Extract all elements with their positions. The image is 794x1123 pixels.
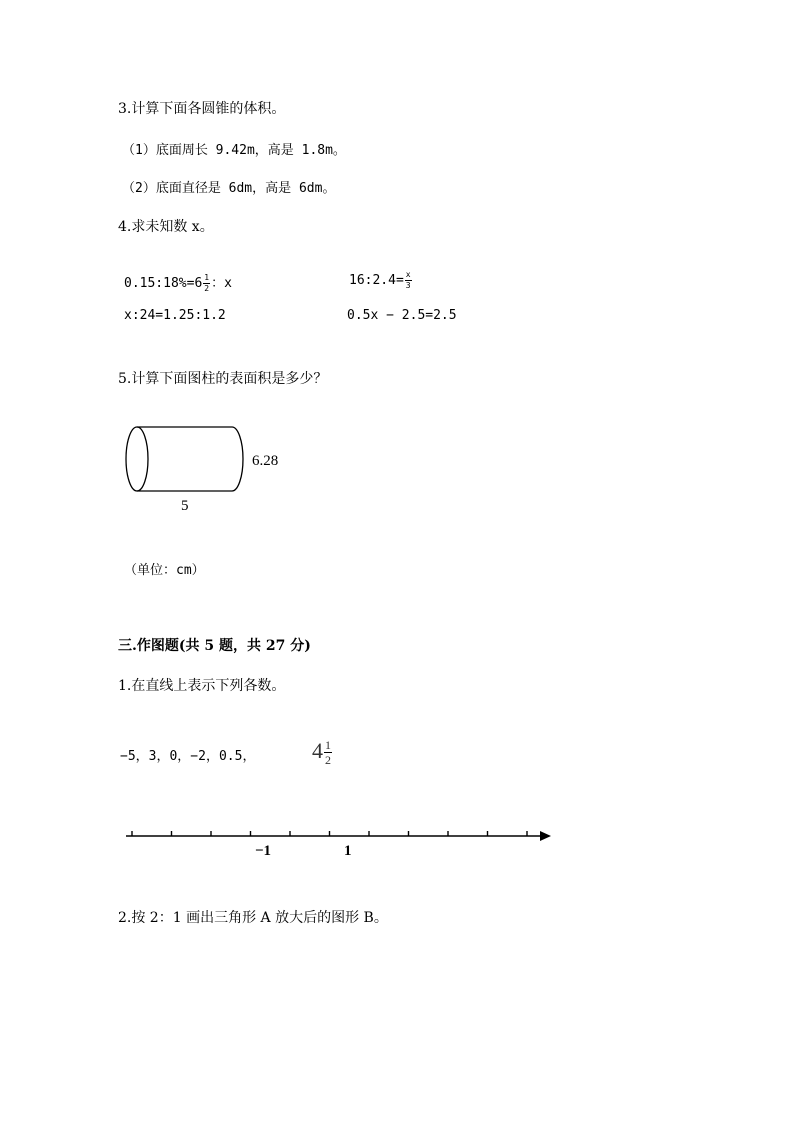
tick-label-1: 1 [344, 843, 352, 859]
q5-title: 5.计算下面图柱的表面积是多少？ [118, 371, 328, 387]
eq1-fraction [203, 274, 210, 293]
mixed-numerator: 1 [325, 738, 331, 753]
q4-equation-2 [349, 271, 413, 290]
q3-part1: （1）底面周长 9.42m，高是 1.8m。 [122, 143, 346, 158]
cylinder-left-base [126, 427, 148, 491]
number-line-arrow [540, 831, 551, 841]
cylinder-length-label: 5 [181, 498, 189, 514]
cylinder-right-arc [232, 427, 243, 491]
section3-title: 三.作图题(共 5 题，共 27 分) [118, 638, 311, 654]
q3-part2: （2）底面直径是 6dm，高是 6dm。 [122, 181, 336, 196]
draw1-title: 1.在直线上表示下列各数。 [118, 678, 286, 694]
cylinder-height-label: 6.28 [252, 453, 279, 469]
number-line [120, 822, 560, 866]
draw2-title: 2.按 2：1 画出三角形 A 放大后的图形 B。 [118, 910, 388, 926]
eq2-prefix: 16:2.4= [349, 273, 404, 288]
eq1-fraction-denominator: 2 [204, 284, 210, 293]
mixed-fraction [324, 739, 332, 766]
cylinder-figure [115, 415, 315, 520]
q3-title: 3.计算下面各圆锥的体积。 [118, 101, 286, 117]
q4-title: 4.求未知数 x。 [118, 219, 214, 235]
eq2-fraction-denominator: 3 [405, 281, 411, 290]
q4-equation-1 [124, 272, 232, 293]
eq2-fraction-numerator: x [405, 270, 411, 279]
eq1-fraction-numerator: 1 [204, 273, 210, 282]
draw1-mixed-number [312, 738, 333, 766]
q4-equation-3: x:24=1.25:1.2 [124, 308, 226, 323]
eq2-fraction [405, 271, 412, 290]
mixed-denominator: 2 [325, 753, 331, 768]
tick-label-minus-1: −1 [255, 843, 272, 859]
draw1-numbers: −5，3，0，−2，0.5， [120, 749, 256, 764]
q4-equation-4: 0.5x − 2.5=2.5 [347, 308, 457, 323]
mixed-whole: 4 [312, 738, 323, 763]
eq1-suffix: ：x [211, 276, 232, 291]
eq1-prefix: 0.15:18%=6 [124, 276, 203, 291]
q5-unit: （单位：cm） [124, 563, 205, 578]
